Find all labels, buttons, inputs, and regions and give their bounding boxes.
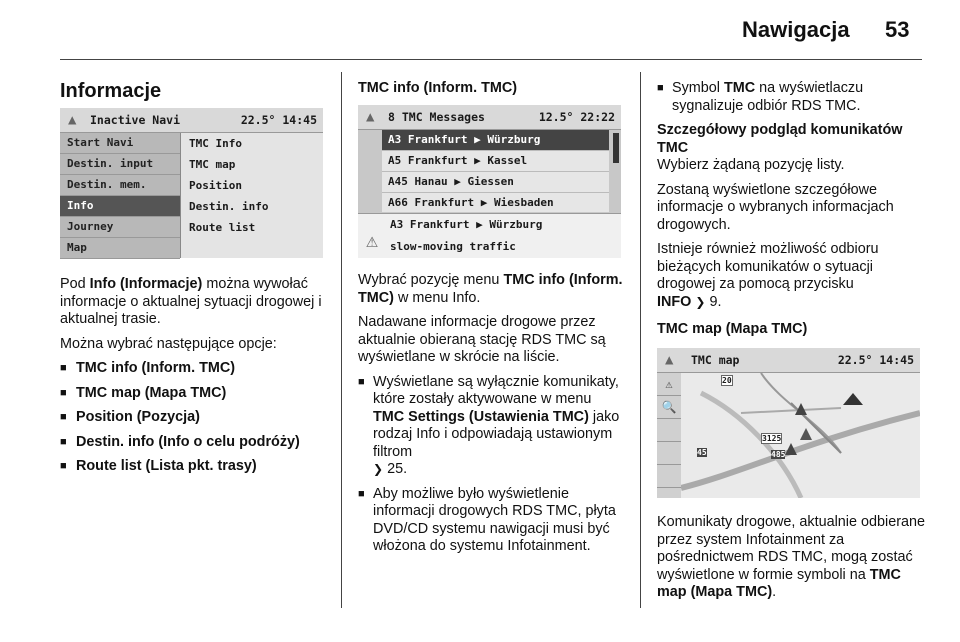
- subheading-tmc-map: TMC map (Mapa TMC): [657, 321, 808, 337]
- page-number: 53: [885, 17, 910, 42]
- list-item-selected: A3 Frankfurt ▶ Würzburg: [382, 130, 609, 151]
- submenu-item: TMC Info: [189, 137, 242, 150]
- detail-route: A3 Frankfurt ▶ Würzburg: [390, 218, 543, 231]
- info-menu-right: [180, 133, 323, 258]
- note-bullet: ■ Aby możliwe było wyświetlenie informacji drogowych RDS TMC, płyta DVD/CD systemu nawigacji musi być włożona do systemu Infotainment.: [358, 486, 624, 556]
- option-bullet: ■ TMC info (Inform. TMC): [60, 360, 332, 378]
- menu-item: Start Navi: [60, 133, 180, 154]
- column-1-text: [60, 276, 332, 483]
- warning-triangle-icon: ⚠: [366, 228, 379, 252]
- map-label: 20: [722, 376, 732, 385]
- note-bullet: ■ Symbol TMC na wyświetlaczu sygnalizuje odbiór RDS TMC.: [657, 80, 925, 115]
- zoom-icon: 🔍: [657, 396, 681, 419]
- column-divider-2: [640, 72, 641, 608]
- menu-item-selected: Info: [60, 196, 180, 217]
- menu-item: Map: [60, 238, 180, 259]
- column-3-text-top: [657, 80, 925, 318]
- screen-status-bar: [60, 108, 323, 133]
- submenu-item: Position: [189, 179, 242, 192]
- section-heading-tmc-info: TMC info (Inform. TMC): [358, 80, 518, 96]
- scrollbar-thumb: [613, 133, 619, 163]
- tmc-message-list: [382, 130, 609, 212]
- tmc-detail-panel: [358, 213, 621, 258]
- screen-tmc-map: [657, 348, 920, 498]
- map-graphic: [681, 373, 920, 498]
- column-2-text: [358, 272, 624, 563]
- navigation-arrow-icon: ▲: [366, 109, 375, 125]
- list-item: A5 Frankfurt ▶ Kassel: [382, 151, 609, 172]
- screen-temp-time: 22.5° 14:45: [837, 353, 914, 367]
- map-side-buttons: [657, 373, 681, 498]
- screen-status-bar: [358, 105, 621, 130]
- header-rule: [60, 59, 922, 60]
- paragraph: Komunikaty drogowe, aktualnie odbierane przez system Infotainment za pośrednictwem RDS TMC, mogą zostać wyświetlone w formie symboli na TMC map (Mapa TMC).: [657, 514, 925, 600]
- subheading-detail-view: Szczegółowy podgląd komunikatów TMC: [657, 122, 903, 156]
- paragraph: Istnieje również możliwość odbioru bieżących komunikatów o sytuacji drogowej za pomocą przycisku INFO ❯ 9.: [657, 241, 879, 310]
- section-heading-informacje: Informacje: [60, 80, 162, 102]
- option-bullet: ■ Position (Pozycja): [60, 409, 332, 427]
- map-view: [681, 373, 920, 498]
- map-side-button: [657, 419, 681, 442]
- paragraph: Zostaną wyświetlone szczegółowe informacje o wybranych informacjach drogowych.: [657, 181, 894, 233]
- menu-item: Destin. input: [60, 154, 180, 175]
- option-bullet: ■ Route list (Lista pkt. trasy): [60, 458, 332, 476]
- option-bullet: ■ TMC map (Mapa TMC): [60, 385, 332, 403]
- screen-title: Inactive Navi: [90, 113, 181, 127]
- detail-condition: slow-moving traffic: [390, 240, 516, 253]
- info-menu-left: [60, 133, 180, 258]
- screen-title: TMC map: [691, 353, 740, 367]
- map-label: 3125: [762, 434, 782, 443]
- reference-arrow-icon: ❯: [695, 294, 706, 309]
- map-label: 485: [771, 450, 786, 459]
- list-item: A66 Frankfurt ▶ Wiesbaden: [382, 193, 609, 214]
- page-header-title: Nawigacja: [742, 17, 850, 42]
- map-label: 45: [697, 448, 707, 457]
- note-bullet: ■ Wyświetlane są wyłącznie komunikaty, które zostały aktywowane w menu TMC Settings (Ustawienia TMC) jako rodzaj Info i odpowiadają ustawionym filtrom ❯ 25.: [358, 374, 624, 479]
- navigation-arrow-icon: ▲: [665, 352, 674, 368]
- screen-info-menu: [60, 108, 323, 258]
- submenu-item: Route list: [189, 221, 256, 234]
- screen-title: 8 TMC Messages: [388, 110, 485, 124]
- paragraph: Wybierz żądaną pozycję listy.: [657, 157, 845, 173]
- submenu-item: Destin. info: [189, 200, 269, 213]
- submenu-item: TMC map: [189, 158, 236, 171]
- column-divider-1: [341, 72, 342, 608]
- navigation-arrow-icon: ▲: [68, 112, 77, 128]
- paragraph: Nadawane informacje drogowe przez aktualnie obieraną stację RDS TMC są wyświetlane w skrócie na liście.: [358, 314, 606, 365]
- paragraph: Pod Info (Informacje) można wywołać informacje o aktualnej sytuacji drogowej i aktualnej trasie.: [60, 276, 322, 327]
- screen-temp-time: 22.5° 14:45: [240, 113, 317, 127]
- map-side-button: [657, 465, 681, 488]
- list-item: A45 Hanau ▶ Giessen: [382, 172, 609, 193]
- reference-arrow-icon: ❯: [373, 462, 384, 476]
- warning-triangle-icon: ⚠: [657, 373, 681, 396]
- option-bullet: ■ Destin. info (Info o celu podróży): [60, 434, 332, 452]
- menu-item: Destin. mem.: [60, 175, 180, 196]
- column-3-text-bottom: [657, 514, 925, 609]
- paragraph: Można wybrać następujące opcje:: [60, 335, 277, 352]
- screen-status-bar: [657, 348, 920, 373]
- menu-item: Journey: [60, 217, 180, 238]
- paragraph: Wybrać pozycję menu TMC info (Inform. TMC) w menu Info.: [358, 272, 623, 306]
- map-side-button: [657, 442, 681, 465]
- screen-temp-time: 12.5° 22:22: [538, 110, 615, 124]
- screen-tmc-messages: [358, 105, 621, 258]
